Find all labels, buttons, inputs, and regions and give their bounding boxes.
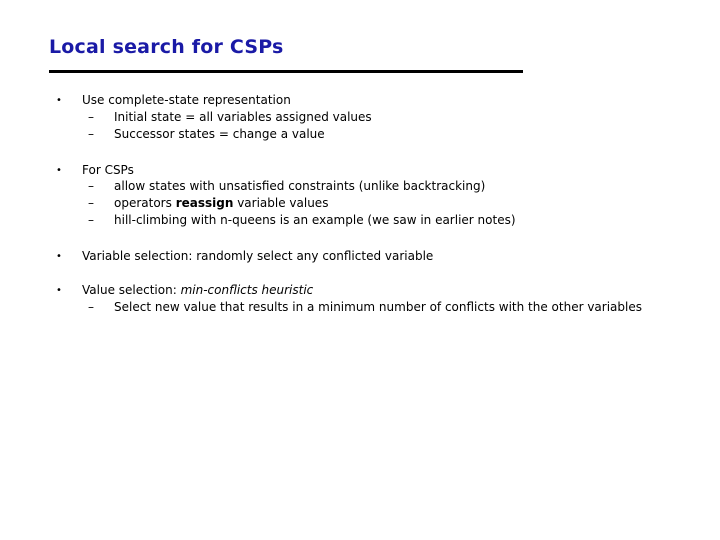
sub-marker: –	[88, 110, 94, 124]
bullet-text: Use complete-state representation	[82, 93, 291, 107]
sub-marker: –	[88, 196, 94, 210]
bullet-marker: •	[56, 165, 62, 176]
sub-text	[114, 195, 328, 212]
bullet-text-prefix: Value selection:	[82, 283, 181, 297]
bullet-text	[82, 282, 313, 299]
emphasis-bold: reassign	[175, 196, 234, 210]
slide-title: Local search for CSPs	[49, 36, 284, 58]
bullet-marker: •	[56, 95, 62, 106]
sub-text: Successor states = change a value	[114, 127, 325, 141]
sub-text: hill-climbing with n-queens is an example (we saw in earlier notes)	[114, 213, 516, 227]
bullet-text: For CSPs	[82, 163, 134, 177]
sub-text: Initial state = all variables assigned values	[114, 110, 372, 124]
sub-text-suffix: variable values	[233, 196, 329, 210]
bullet-text: Variable selection: randomly select any conflicted variable	[82, 249, 434, 263]
title-underline	[49, 70, 523, 73]
sub-marker: –	[88, 300, 94, 314]
emphasis-italic: min-conflicts heuristic	[180, 283, 314, 297]
sub-marker: –	[88, 179, 94, 193]
sub-text: allow states with unsatisfied constraints (unlike backtracking)	[114, 179, 486, 193]
sub-text-prefix: operators	[114, 196, 176, 210]
sub-marker: –	[88, 213, 94, 227]
bullet-marker: •	[56, 285, 62, 296]
sub-text: Select new value that results in a minimum number of conflicts with the other variables	[114, 300, 642, 314]
sub-marker: –	[88, 127, 94, 141]
bullet-marker: •	[56, 251, 62, 262]
